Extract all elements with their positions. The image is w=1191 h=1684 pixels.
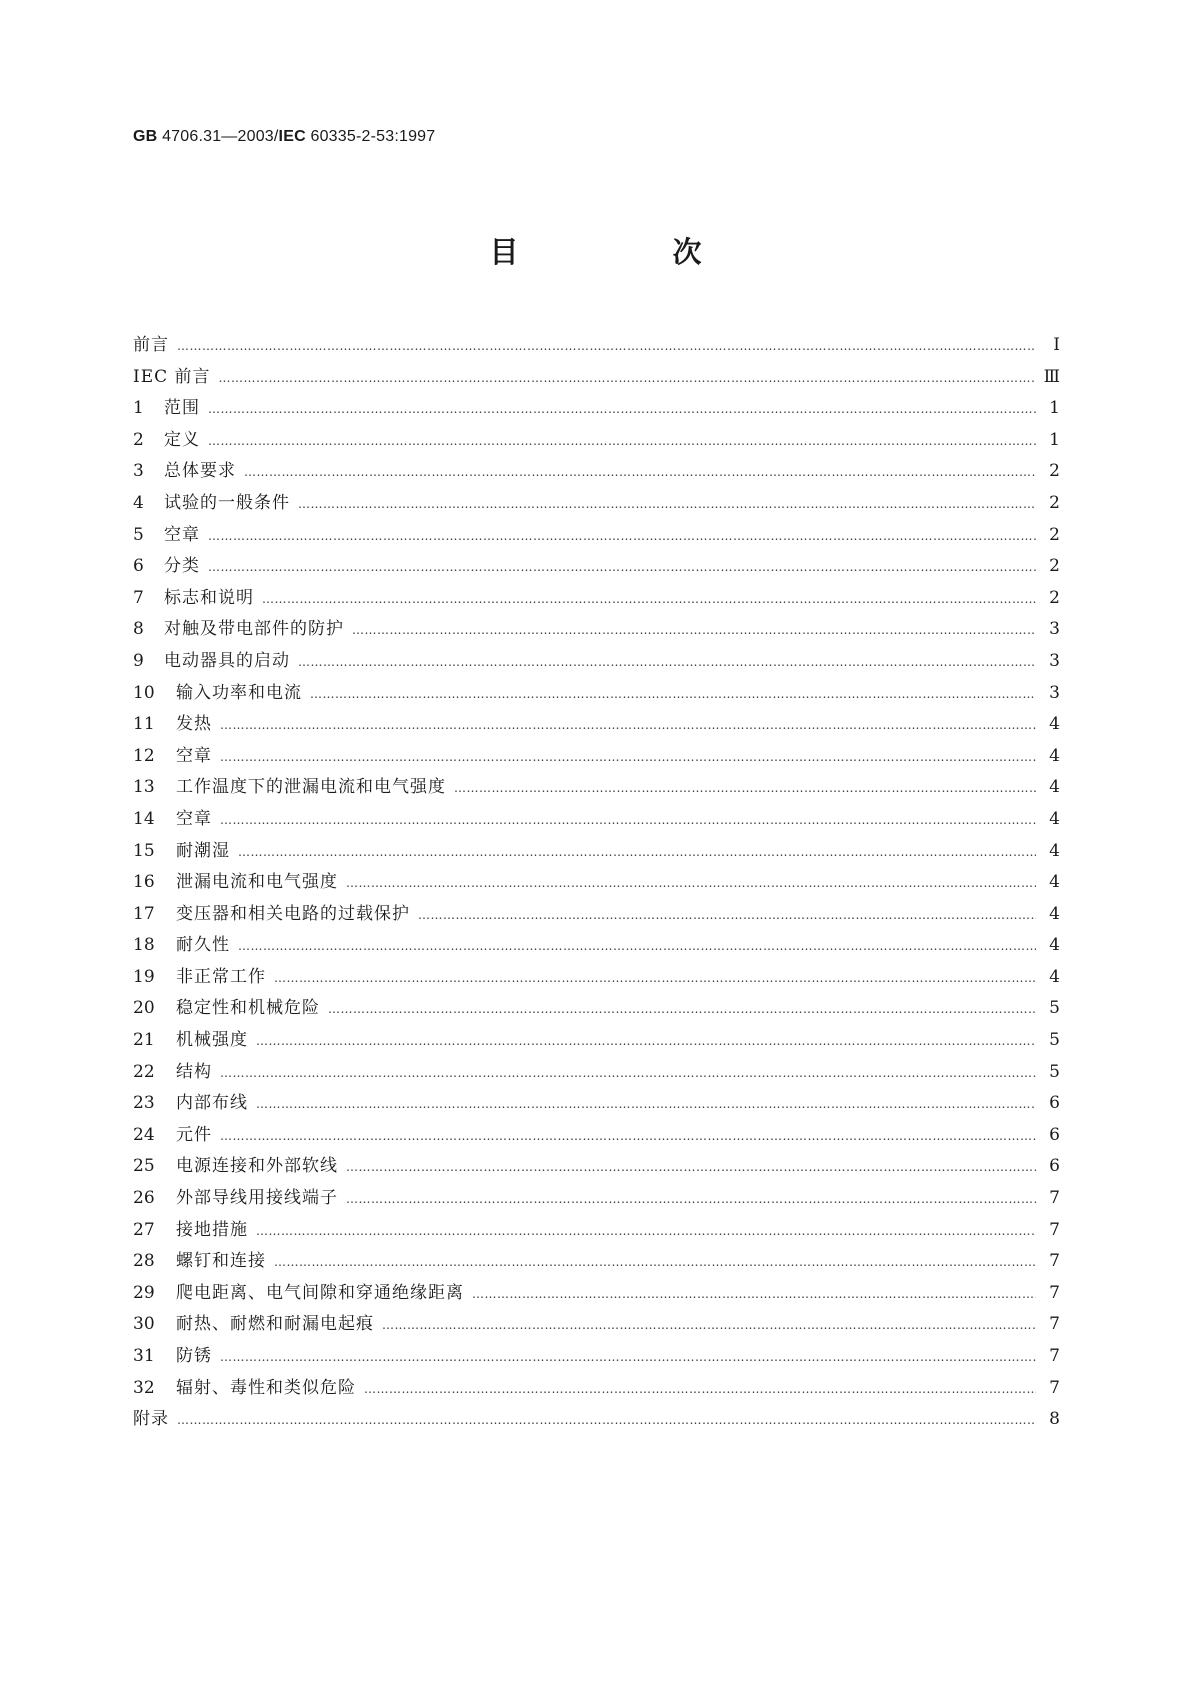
page-title: 目 次	[489, 235, 774, 269]
toc-entry[interactable]	[133, 1057, 1060, 1089]
toc-dot-leader	[244, 457, 1036, 489]
toc-entry-page: 3	[1049, 650, 1060, 671]
toc-entry-label: 防锈	[176, 1346, 212, 1366]
toc-entry-label: 变压器和相关电路的过载保护	[176, 903, 410, 924]
toc-entry-number: 30	[133, 1314, 155, 1335]
toc-dot-leader	[208, 426, 1036, 458]
toc-dot-leader	[346, 1152, 1036, 1184]
toc-entry-page: 5	[1049, 998, 1060, 1019]
toc-entry-label: 分类	[164, 556, 200, 577]
toc-entry-page: 4	[1049, 808, 1060, 829]
toc-entry-page: 5	[1049, 1030, 1060, 1051]
toc-entry[interactable]	[133, 678, 1060, 710]
toc-entry[interactable]	[133, 1246, 1060, 1278]
table-of-contents	[133, 330, 1060, 1436]
toc-dot-leader	[256, 1216, 1036, 1248]
toc-entry-label: 工作温度下的泄漏电流和电气强度	[176, 777, 446, 798]
toc-dot-leader	[418, 900, 1036, 932]
toc-entry-page: 4	[1049, 872, 1060, 893]
toc-entry-number: 9	[133, 650, 144, 671]
toc-entry[interactable]	[133, 1215, 1060, 1247]
toc-entry[interactable]	[133, 1404, 1060, 1436]
toc-entry[interactable]	[133, 330, 1060, 362]
toc-dot-leader	[364, 1374, 1036, 1406]
standard-code-gb: GB	[133, 128, 158, 145]
toc-dot-leader	[208, 394, 1036, 426]
toc-entry[interactable]	[133, 804, 1060, 836]
toc-dot-leader	[220, 742, 1036, 774]
toc-entry-number: 25	[133, 1156, 155, 1177]
toc-entry[interactable]	[133, 614, 1060, 646]
toc-entry-page: 4	[1049, 935, 1060, 956]
toc-entry-label: 外部导线用接线端子	[176, 1188, 338, 1209]
toc-entry-number: 6	[133, 556, 144, 577]
toc-entry-page: I	[1053, 335, 1060, 355]
toc-entry-label: 稳定性和机械危险	[176, 998, 320, 1019]
toc-entry-label: 电动器具的启动	[164, 650, 290, 671]
toc-dot-leader	[177, 1405, 1036, 1437]
toc-dot-leader	[177, 331, 1036, 363]
toc-entry[interactable]	[133, 1278, 1060, 1310]
toc-entry-number: 19	[133, 966, 155, 987]
toc-entry-label: 输入功率和电流	[176, 682, 302, 703]
toc-entry-page: 6	[1049, 1093, 1060, 1114]
toc-entry-label: 元件	[176, 1124, 212, 1145]
toc-entry[interactable]	[133, 646, 1060, 678]
toc-entry-number: 3	[133, 461, 144, 482]
toc-dot-leader	[310, 679, 1036, 711]
toc-entry-label: 电源连接和外部软线	[176, 1156, 338, 1177]
toc-entry-label: 辐射、毒性和类似危险	[176, 1377, 356, 1398]
toc-dot-leader	[220, 710, 1036, 742]
standard-code-iec-number: 60335-2-53:1997	[310, 128, 436, 145]
toc-entry-number: 16	[133, 872, 155, 893]
toc-entry-label: 泄漏电流和电气强度	[176, 872, 338, 893]
toc-entry[interactable]	[133, 1341, 1060, 1373]
toc-dot-leader	[346, 868, 1036, 900]
toc-entry-number: 31	[133, 1346, 155, 1366]
toc-entry-page: 4	[1049, 903, 1060, 924]
toc-entry-page: 2	[1049, 461, 1060, 482]
toc-entry-label: 空章	[176, 808, 212, 829]
toc-dot-leader	[238, 931, 1036, 963]
toc-dot-leader	[274, 963, 1036, 995]
toc-entry-number: 28	[133, 1251, 155, 1272]
toc-entry[interactable]	[133, 962, 1060, 994]
toc-entry-number: 12	[133, 745, 155, 766]
toc-entry[interactable]	[133, 1025, 1060, 1057]
toc-entry-label: 发热	[176, 714, 212, 735]
toc-entry-page: Ⅲ	[1043, 366, 1060, 387]
toc-entry-page: 7	[1049, 1219, 1060, 1240]
toc-entry[interactable]	[133, 899, 1060, 931]
toc-entry-number: 15	[133, 840, 155, 861]
toc-entry-page: 2	[1049, 556, 1060, 577]
toc-entry-number: 24	[133, 1124, 155, 1145]
toc-entry-page: 7	[1049, 1314, 1060, 1335]
toc-entry-page: 5	[1049, 1061, 1060, 1082]
toc-entry-label: 对触及带电部件的防护	[164, 619, 344, 640]
toc-dot-leader	[208, 552, 1036, 584]
toc-entry[interactable]	[133, 393, 1060, 425]
toc-entry-number: 32	[133, 1377, 155, 1398]
toc-entry-label: 前言	[133, 335, 169, 355]
toc-dot-leader	[346, 1184, 1036, 1216]
toc-dot-leader	[220, 1058, 1036, 1090]
toc-entry-page: 6	[1049, 1124, 1060, 1145]
toc-entry[interactable]	[133, 583, 1060, 615]
toc-entry-label: 耐潮湿	[176, 840, 230, 861]
toc-entry-label: 耐热、耐燃和耐漏电起痕	[176, 1314, 374, 1335]
toc-entry-label: 范围	[164, 398, 200, 419]
toc-entry-label: 爬电距离、电气间隙和穿通绝缘距离	[176, 1282, 464, 1303]
toc-entry-number: 7	[133, 587, 144, 608]
toc-dot-leader	[220, 1342, 1036, 1374]
toc-entry[interactable]	[133, 772, 1060, 804]
toc-entry-page: 7	[1049, 1282, 1060, 1303]
toc-entry[interactable]	[133, 1309, 1060, 1341]
toc-entry-number: 11	[133, 714, 155, 735]
toc-dot-leader	[262, 584, 1036, 616]
toc-entry-page: 7	[1049, 1188, 1060, 1209]
standard-code	[133, 128, 435, 146]
toc-entry-page: 4	[1049, 777, 1060, 798]
toc-entry-label: 接地措施	[176, 1219, 248, 1240]
toc-entry-page: 4	[1049, 966, 1060, 987]
toc-entry[interactable]	[133, 1088, 1060, 1120]
toc-entry-number: 8	[133, 619, 144, 640]
toc-entry-label: 机械强度	[176, 1030, 248, 1051]
toc-entry[interactable]	[133, 867, 1060, 899]
toc-dot-leader	[454, 773, 1036, 805]
toc-entry[interactable]	[133, 362, 1060, 394]
standard-code-iec: IEC	[278, 128, 306, 145]
toc-entry-page: 3	[1049, 682, 1060, 703]
toc-entry-page: 7	[1049, 1251, 1060, 1272]
toc-entry-number: 29	[133, 1282, 155, 1303]
toc-entry-page: 4	[1049, 745, 1060, 766]
toc-entry[interactable]	[133, 488, 1060, 520]
toc-entry-page: 1	[1049, 429, 1060, 450]
toc-dot-leader	[220, 805, 1036, 837]
toc-dot-leader	[208, 521, 1036, 553]
toc-entry-number: 2	[133, 429, 144, 450]
toc-entry[interactable]	[133, 709, 1060, 741]
toc-entry-number: 18	[133, 935, 155, 956]
toc-entry-number: 22	[133, 1061, 155, 1082]
toc-dot-leader	[219, 363, 1034, 395]
toc-entry-page: 1	[1049, 398, 1060, 419]
toc-entry-page: 8	[1049, 1409, 1060, 1430]
toc-entry-number: 1	[133, 398, 144, 419]
toc-entry-number: 14	[133, 808, 155, 829]
toc-entry-number: 10	[133, 682, 155, 703]
toc-entry-number: 5	[133, 524, 144, 545]
toc-dot-leader	[238, 837, 1036, 869]
toc-dot-leader	[382, 1310, 1036, 1342]
toc-entry-number: 4	[133, 492, 144, 513]
toc-entry[interactable]	[133, 1151, 1060, 1183]
toc-entry-label: 结构	[176, 1061, 212, 1082]
toc-entry[interactable]	[133, 425, 1060, 457]
toc-dot-leader	[220, 1121, 1036, 1153]
toc-entry[interactable]	[133, 551, 1060, 583]
toc-entry-page: 7	[1049, 1346, 1060, 1366]
toc-entry-page: 2	[1049, 587, 1060, 608]
standard-code-number: 4706.31—2003/	[162, 128, 279, 145]
toc-entry-label: 标志和说明	[164, 587, 254, 608]
toc-entry-label: 螺钉和连接	[176, 1251, 266, 1272]
toc-entry-number: 13	[133, 777, 155, 798]
toc-entry-number: 17	[133, 903, 155, 924]
toc-entry[interactable]	[133, 1373, 1060, 1405]
toc-entry[interactable]	[133, 993, 1060, 1025]
toc-dot-leader	[256, 1026, 1036, 1058]
toc-entry-number: 27	[133, 1219, 155, 1240]
toc-entry-label: 非正常工作	[176, 966, 266, 987]
toc-entry-label: 空章	[176, 745, 212, 766]
toc-entry-page: 4	[1049, 714, 1060, 735]
toc-entry-page: 4	[1049, 840, 1060, 861]
toc-entry-page: 2	[1049, 524, 1060, 545]
toc-entry-number: 26	[133, 1188, 155, 1209]
toc-entry-number: 20	[133, 998, 155, 1019]
toc-entry-label: 内部布线	[176, 1093, 248, 1114]
toc-entry[interactable]	[133, 836, 1060, 868]
toc-dot-leader	[298, 489, 1036, 521]
toc-entry[interactable]	[133, 520, 1060, 552]
toc-entry-page: 6	[1049, 1156, 1060, 1177]
toc-entry[interactable]	[133, 741, 1060, 773]
toc-entry-label: IEC 前言	[133, 366, 211, 387]
toc-entry-number: 21	[133, 1030, 155, 1051]
toc-entry-page: 2	[1049, 492, 1060, 513]
toc-entry[interactable]	[133, 1120, 1060, 1152]
toc-entry-label: 试验的一般条件	[164, 492, 290, 513]
toc-dot-leader	[274, 1247, 1036, 1279]
toc-entry-label: 空章	[164, 524, 200, 545]
toc-entry[interactable]	[133, 930, 1060, 962]
toc-entry[interactable]	[133, 1183, 1060, 1215]
toc-entry-label: 耐久性	[176, 935, 230, 956]
toc-entry-label: 定义	[164, 429, 200, 450]
toc-dot-leader	[472, 1279, 1036, 1311]
toc-entry-label: 总体要求	[164, 461, 236, 482]
toc-entry-page: 7	[1049, 1377, 1060, 1398]
toc-entry-page: 3	[1049, 619, 1060, 640]
toc-entry-label: 附录	[133, 1409, 169, 1430]
toc-entry-number: 23	[133, 1093, 155, 1114]
toc-dot-leader	[298, 647, 1036, 679]
toc-dot-leader	[256, 1089, 1036, 1121]
toc-entry[interactable]	[133, 456, 1060, 488]
toc-dot-leader	[352, 615, 1036, 647]
toc-dot-leader	[328, 994, 1036, 1026]
